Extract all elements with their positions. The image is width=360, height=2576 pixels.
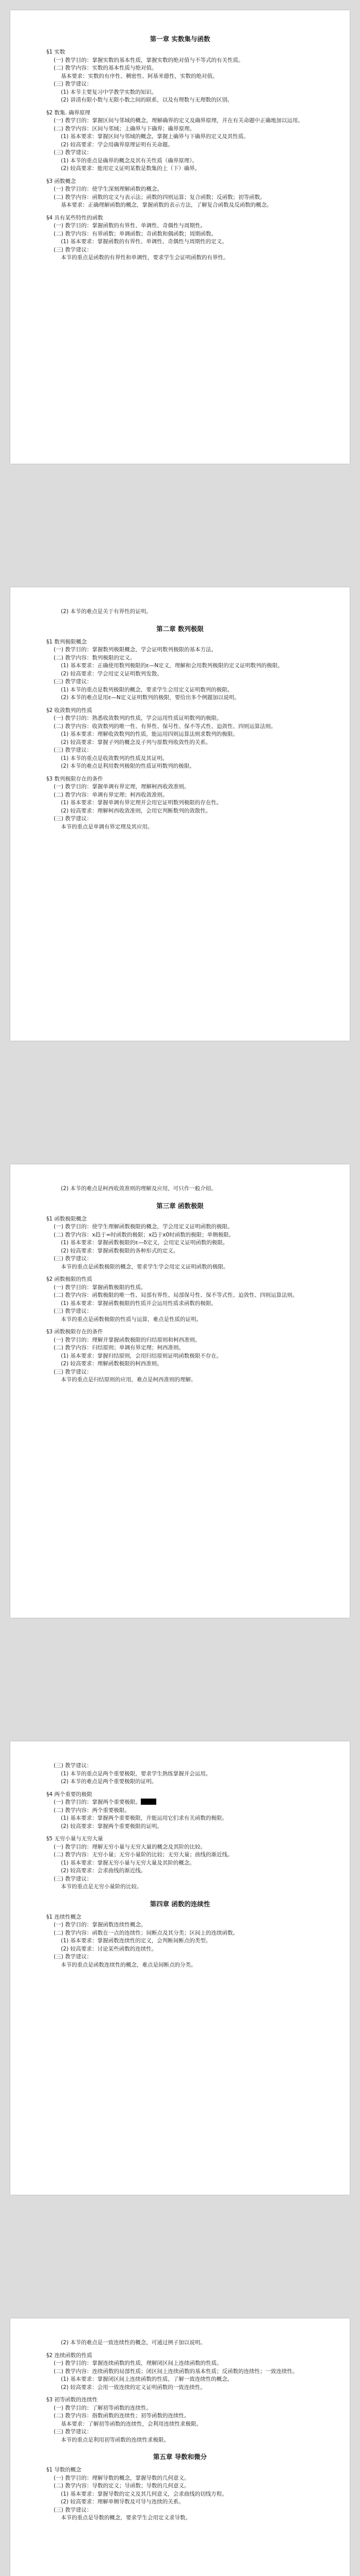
line-text: (三) 教学建议：: [54, 1256, 92, 1262]
paragraph-spacer: [46, 1786, 314, 1791]
body-line: [46, 133, 314, 141]
line-text: (三) 教学建议：: [54, 679, 92, 685]
body-line: [46, 791, 314, 800]
line-text: §1 函数极限概念: [46, 1215, 87, 1222]
line-text: 本节的重点是函数连续性的概念，难点是间断点的分类。: [61, 1961, 197, 1968]
body-line: [46, 1316, 314, 1324]
body-line: [46, 57, 314, 65]
paragraph-spacer: [46, 702, 314, 707]
body-line: [46, 2384, 314, 2392]
section-heading: [46, 2466, 314, 2475]
section-heading: [46, 1835, 314, 1843]
line-text: (1) 本节的重点是收敛数列的性质及其证明。: [61, 755, 168, 761]
body-line: [46, 1921, 314, 1929]
line-text: 本节的重点是无穷小量阶的比较。: [61, 1884, 142, 1890]
section-heading: [46, 2396, 314, 2404]
body-line: [46, 2498, 314, 2506]
body-line: [46, 1247, 314, 1256]
line-text: (三) 教学建议：: [54, 816, 92, 822]
body-line: [46, 747, 314, 755]
body-line: [46, 89, 314, 97]
line-text: (一) 教学目的：掌握函数极限的性质。: [54, 1284, 146, 1291]
line-text: §1 实数: [46, 49, 66, 55]
line-text: 本节的重点是单调有界定理及其应用。: [61, 823, 153, 830]
line-text: (1) 本节的重点是两个重要极限，要求学生熟练掌握并会运用。: [61, 1770, 211, 1777]
body-line: [46, 230, 314, 239]
body-line: [46, 2368, 314, 2376]
line-text: (1) 本节的重点是确界的概念及其有关性质（确界原理）。: [61, 157, 198, 164]
body-line: [46, 1292, 314, 1300]
section-heading: [46, 775, 314, 784]
body-line: [46, 157, 314, 165]
line-text: (2) 较高要求：会用一致连续的定义证明函数的一致连续性。: [61, 2384, 206, 2391]
line-text: (三) 教学建议：: [54, 1308, 92, 1314]
line-text: (三) 教学建议：: [54, 1762, 92, 1769]
line-text: (二) 教学内容：两个重要极限。: [54, 1807, 130, 1814]
line-text: §1 连续性概念: [46, 1913, 81, 1920]
line-text: (1) 基本要求：掌握单调有界定理并会用它证明数列极限的存在性。: [61, 800, 222, 806]
line-text: 基本要求：实数的有序性、稠密性、阿基米德性，实数的绝对值。: [61, 73, 218, 79]
line-text: (1) 基本要求：正确使用数列极限的ε—N定义，理解和会用数列极限的定义证明数列的极限。: [61, 663, 283, 669]
body-line: [46, 1284, 314, 1292]
line-text: (二) 教学内容：函数在一点的连续性；间断点及其分类；区间上的连续函数。: [54, 1929, 239, 1936]
line-text: (1) 基本要求：掌握区间与邻域的概念，掌握上确界与下确界的定义及其性质。: [61, 133, 249, 140]
body-line: [46, 686, 314, 694]
line-text: 基本要求：了解初等函数的连续性，会利用连续性求极限。: [61, 2420, 202, 2427]
line-text: (一) 教学目的：熟悉收敛数列的性质，学会运用性质证明数列的极限。: [54, 715, 222, 721]
body-line: [46, 739, 314, 747]
line-text: (2) 较高要求：讨论某些函数的连续性。: [61, 1945, 157, 1952]
line-text: 本节的重点是利用初等函数的连续性求极限。: [61, 2436, 169, 2443]
line-text: (1) 基本要求：掌握闭区间上连续函数的性质，了解一致连续性的概念。: [61, 2376, 233, 2382]
body-line: [46, 678, 314, 686]
line-text: (一) 教学目的：掌握数列极限概念，学会证明数列极限的基本方法。: [54, 647, 217, 653]
section-heading: [46, 1913, 314, 1922]
line-text: (二) 教学内容：单调有界定理；柯西收敛准则。: [54, 791, 168, 798]
line-text: (2) 本节的难点是两个重要极限的证明。: [61, 1778, 157, 1785]
body-line: [46, 1368, 314, 1377]
body-line: [46, 1945, 314, 1954]
section-heading: [46, 638, 314, 647]
line-text: (三) 教学建议：: [54, 246, 92, 253]
line-text: 本节的重点是导数的概念，要求学生会用定义求导数。: [61, 2515, 191, 2521]
body-line: [46, 1937, 314, 1945]
chapter-title: [46, 34, 314, 43]
chapter-title: [46, 1201, 314, 1210]
line-text: (三) 教学建议：: [54, 2429, 92, 2435]
line-text: (二) 教学内容：指数函数的连续性；初等函数的连续性。: [54, 2413, 190, 2419]
line-text: (2) 较高要求：学会用定义证明数列发散。: [61, 670, 162, 677]
line-text: 本节的重点是函数的有界性和单调性，要求学生会证明函数的有界性。: [61, 255, 229, 261]
paragraph-spacer: [46, 2444, 314, 2449]
line-text: (1) 基本要求：掌握函数极限的性质并会运用性质求函数的极限。: [61, 1300, 217, 1307]
body-line: [46, 715, 314, 723]
body-line: [46, 2514, 314, 2522]
line-text: §3 数列极限存在的条件: [46, 775, 103, 782]
document-page-5: [10, 2318, 350, 2576]
line-text: (2) 较高要求：掌握两个重要极限的证明。: [61, 1823, 162, 1829]
paragraph-spacer: [46, 2392, 314, 2396]
line-text: §4 具有某些特性的函数: [46, 214, 103, 221]
line-text: §4 两个重要的极限: [46, 1791, 92, 1798]
line-text: (一) 教学目的：掌握函数的有界性、单调性、奇偶性与周期性。: [54, 223, 206, 229]
body-line: [46, 670, 314, 679]
line-text: (二) 教学内容：有界函数；单调函数；奇函数和偶函数；周期函数。: [54, 230, 217, 237]
paragraph-spacer: [46, 1271, 314, 1276]
section-heading: [46, 1276, 314, 1284]
line-text: (三) 教学建议：: [54, 1954, 92, 1960]
body-line: [46, 165, 314, 173]
body-line: [46, 662, 314, 670]
line-text: 本节的重点是函数极限的概念，要求学生学会用定义证明函数的极限。: [61, 1263, 229, 1270]
body-line: [46, 149, 314, 157]
body-line: [46, 1223, 314, 1231]
paragraph-spacer: [46, 2347, 314, 2352]
line-text: (三) 教学建议：: [54, 747, 92, 753]
line-text: (2) 较高要求：理解函数极限的柯西准则。: [61, 1361, 162, 1367]
body-line: [46, 731, 314, 739]
body-line: [46, 1352, 314, 1361]
line-text: §2 函数极限的性质: [46, 1276, 92, 1282]
body-line: [46, 1859, 314, 1868]
body-line: [46, 1239, 314, 1247]
line-text: 第一章 实数集与函数: [150, 35, 210, 43]
line-text: (一) 教学目的：了解初等函数的连续性。: [54, 2404, 152, 2411]
section-heading: [46, 178, 314, 186]
line-text: (一) 教学目的：掌握区间与邻域的概念，理解确界的定义及确界原理，并在有关命题中正确地加以运用。: [54, 117, 304, 124]
body-line: [46, 2420, 314, 2429]
paragraph-spacer: [46, 616, 314, 621]
line-text: (2) 较高要求：理解柯西收敛准则，会用它判断数列的敛散性。: [61, 807, 211, 814]
body-line: [46, 201, 314, 210]
document-page-4: [10, 1741, 350, 2195]
line-text: 本节的重点是函数极限的性质与运算，难点是性质的证明。: [61, 1316, 202, 1323]
line-text: (2) 本节的难点是一致连续性的概念，可通过例子加以说明。: [61, 2340, 206, 2346]
body-line: [46, 1231, 314, 1240]
body-line: [46, 254, 314, 262]
body-line: [46, 1336, 314, 1345]
paragraph-spacer: [46, 771, 314, 775]
body-line: [46, 1815, 314, 1823]
chapter-title: [46, 624, 314, 633]
body-line: [46, 222, 314, 230]
body-line: [46, 1344, 314, 1352]
body-line: [46, 608, 314, 616]
line-text: (一) 教学目的：理解导数的概念，掌握导数的几何意义。: [54, 2475, 190, 2481]
line-text: (三) 教学建议：: [54, 2506, 92, 2513]
chapter-title: [46, 1899, 314, 1908]
line-text: §3 初等函数的连续性: [46, 2397, 98, 2403]
line-text: (一) 教学目的：掌握单调有界定理，理解柯西收敛准则。: [54, 784, 190, 790]
section-heading: [46, 214, 314, 223]
body-line: [46, 2475, 314, 2483]
line-text: (三) 教学建议：: [54, 81, 92, 87]
body-line: [46, 1308, 314, 1316]
line-text: (二) 教学内容：函数极限的唯一性、局部有界性、局部保号性、保不等式性、迫敛性、四则运算法则。: [54, 1292, 298, 1298]
body-line: [46, 96, 314, 105]
line-text: §3 函数概念: [46, 178, 76, 184]
line-text: (一) 教学目的：掌握连续函数的性质，理解闭区间上连续函数的性质。: [54, 2360, 222, 2366]
body-line: [46, 694, 314, 702]
line-text: (二) 教学内容：连续函数的局部性质；闭区间上连续函数的基本性质；反函数的连续性；一致连续性。: [54, 2368, 298, 2375]
body-line: [46, 2339, 314, 2347]
paragraph-spacer: [46, 1193, 314, 1198]
body-line: [46, 1851, 314, 1859]
line-text: (三) 教学建议：: [54, 1875, 92, 1882]
document-page-2: [10, 587, 350, 1041]
section-heading: [46, 109, 314, 117]
line-text: (一) 教学目的：掌握两个重要极限。: [54, 1799, 141, 1805]
line-text: (2) 较高要求：掌握子列的概念及子列与原数列收敛性的关系。: [61, 739, 211, 745]
line-text: (三) 教学建议：: [54, 1368, 92, 1375]
line-text: (1) 基本要求：掌握函数极限的ε—δ定义，会用定义证明函数的极限。: [61, 1240, 228, 1246]
section-heading: [46, 1215, 314, 1224]
section-heading: [46, 2352, 314, 2360]
body-line: [46, 141, 314, 149]
line-text: (2) 本节的难点是用ε—N定义证明数列的极限，要给出多个例题加以说明。: [61, 694, 240, 701]
line-text: (二) 教学内容：导数的定义；导函数；导数的几何意义。: [54, 2483, 190, 2489]
line-text: §1 导数的概念: [46, 2467, 81, 2473]
line-text: 第三章 函数极限: [156, 1201, 204, 1210]
chapter-title: [46, 2452, 314, 2461]
body-line: [46, 2376, 314, 2384]
line-text: 第五章 导数和微分: [153, 2453, 207, 2461]
body-line: [46, 1300, 314, 1308]
line-text: (2) 本节的难点是关于有界性的证明。: [61, 608, 152, 615]
section-heading: [46, 1328, 314, 1336]
line-text: (2) 讲清有限小数与无限小数之间的联系，以及有理数与无理数的区别。: [61, 97, 233, 103]
body-line: [46, 1770, 314, 1778]
line-text: §3 函数极限存在的条件: [46, 1329, 103, 1335]
body-line: [46, 1843, 314, 1852]
line-text: (2) 较高要求：理解单侧导数及可导与连续的关系。: [61, 2499, 184, 2505]
line-text: (2) 较高要求：会求曲线的渐近线。: [61, 1868, 146, 1874]
body-line: [46, 80, 314, 89]
line-text: (2) 较高要求：学会用确界原理证明有关命题。: [61, 141, 173, 148]
line-text: (2) 本节的难点是柯西收敛准则的理解及应用，可只作一般介绍。: [61, 1185, 217, 1192]
body-line: [46, 1875, 314, 1884]
line-text: (1) 基本要求：掌握函数的有界性、单调性、奇偶性与周期性的定义。: [61, 239, 227, 245]
body-line: [46, 2412, 314, 2420]
paragraph-spacer: [46, 1324, 314, 1328]
line-text: §2 收敛数列的性质: [46, 707, 92, 714]
body-line: [46, 2490, 314, 2499]
line-text: (二) 教学内容：归结原则；单调有界定理；柯西准则。: [54, 1345, 185, 1351]
paragraph-spacer: [46, 173, 314, 178]
body-line: [46, 807, 314, 816]
line-text: (1) 本节主要复习中学教学实数的知识。: [61, 89, 157, 95]
body-line: [46, 1823, 314, 1831]
line-text: (二) 教学内容：实数的基本性质与绝对值。: [54, 65, 157, 71]
body-line: [46, 1929, 314, 1938]
body-line: [46, 1376, 314, 1384]
body-line: [46, 1762, 314, 1770]
body-line: [46, 823, 314, 832]
document-page-3: [10, 1164, 350, 1618]
body-line: [46, 2360, 314, 2368]
body-line: [46, 2436, 314, 2445]
line-text: (一) 教学目的：掌握实数的基本性质，掌握实数的绝对值与不等式的有关性质。: [54, 57, 244, 63]
section-heading: [46, 1791, 314, 1799]
body-line: [46, 117, 314, 125]
body-line: [46, 185, 314, 194]
body-line: [46, 1255, 314, 1263]
line-text: 基本要求：正确理解函数的概念，掌握函数的表示方法，了解复合函数及反函数的概念。: [61, 202, 272, 208]
line-text: (2) 本节的难点是利用数列极限的性质证明数列的极限。: [61, 763, 195, 769]
line-text: 第二章 数列极限: [156, 624, 204, 633]
body-line: [46, 194, 314, 202]
paragraph-spacer: [46, 210, 314, 214]
document-page-1: [10, 10, 350, 464]
line-text: (1) 本节的重点是数列极限的概念，要求学生会用定义证明数列的极限。: [61, 686, 233, 693]
body-line: [46, 125, 314, 133]
line-text: (一) 教学目的：理解并掌握函数极限的归结原则和柯西准则。: [54, 1336, 201, 1343]
body-line: [46, 815, 314, 823]
body-line: [46, 755, 314, 763]
line-text: (一) 教学目的：掌握函数连续性概念。: [54, 1922, 146, 1928]
redaction-block: [141, 1799, 156, 1805]
body-line: [46, 64, 314, 73]
body-line: [46, 762, 314, 771]
body-line: [46, 246, 314, 255]
body-line: [46, 723, 314, 731]
body-line: [46, 2404, 314, 2413]
line-text: (1) 基本要求：理解收敛数列的性质，能运用四则运算法则求数列的极限。: [61, 731, 238, 737]
body-line: [46, 1778, 314, 1786]
body-line: [46, 1263, 314, 1272]
line-text: (二) 教学内容：x趋于∞时函数的极限；x趋于x0时函数的极限；单侧极限。: [54, 1231, 235, 1238]
line-text: (二) 教学内容：无穷小量；无穷小量阶的比较；无穷大量；曲线的渐近线。: [54, 1852, 233, 1858]
body-line: [46, 646, 314, 654]
paragraph-spacer: [46, 1831, 314, 1835]
body-line: [46, 1883, 314, 1891]
section-heading: [46, 707, 314, 715]
body-line: [46, 1799, 314, 1807]
line-text: §2 数集. 确界原理: [46, 109, 90, 116]
line-text: (二) 教学内容：收敛数列的唯一性、有界性、保号性、保不等式性、迫敛性、四则运算法则。: [54, 723, 276, 730]
body-line: [46, 1953, 314, 1961]
body-line: [46, 2482, 314, 2490]
body-line: [46, 1185, 314, 1193]
body-line: [46, 783, 314, 791]
body-line: [46, 2428, 314, 2436]
line-text: (二) 教学内容：函数的定义与表示法；函数的四则运算；复合函数；反函数；初等函数。: [54, 194, 266, 200]
line-text: (2) 较高要求：掌握函数极限的各种形式的定义。: [61, 1247, 179, 1254]
line-text: §5 无穷小量与无穷大量: [46, 1836, 103, 1842]
line-text: 本节的重点是归结原则的应用，难点是柯西准则的理解。: [61, 1377, 197, 1383]
line-text: (2) 较高要求：能用定义证明某数是数集的上（下）确界。: [61, 165, 201, 172]
line-text: (1) 基本要求：掌握归结原则，会用归结原则证明函数极限不存在。: [61, 1352, 222, 1359]
line-text: (1) 基本要求：掌握两个重要极限，并能运用它们求有关函数的极限。: [61, 1815, 227, 1821]
line-text: (一) 教学目的：理解无穷小量与无穷大量的概念及其阶的比较。: [54, 1843, 206, 1850]
body-line: [46, 1360, 314, 1368]
line-text: §2 连续函数的性质: [46, 2352, 92, 2359]
line-text: (三) 教学建议：: [54, 149, 92, 156]
body-line: [46, 238, 314, 246]
line-text: (1) 基本要求：掌握导数的定义及其几何意义，会求曲线的切线方程。: [61, 2490, 227, 2497]
line-text: (二) 教学内容：区间与邻域；上确界与下确界；确界原理。: [54, 125, 195, 132]
line-text: (1) 基本要求：掌握函数连续性的定义，会判断间断点的类型。: [61, 1938, 211, 1944]
body-line: [46, 1807, 314, 1815]
line-text: (二) 教学内容：数列极限的定义。: [54, 654, 136, 661]
body-line: [46, 1961, 314, 1970]
paragraph-spacer: [46, 105, 314, 109]
body-line: [46, 654, 314, 663]
line-text: 第四章 函数的连续性: [150, 1900, 210, 1908]
body-line: [46, 2506, 314, 2515]
line-text: (一) 教学目的：使学生理解函数极限的概念，学会用定义证明函数的极限。: [54, 1224, 233, 1230]
section-heading: [46, 48, 314, 57]
line-text: (一) 教学目的：使学生深刻理解函数的概念。: [54, 186, 163, 192]
body-line: [46, 799, 314, 807]
line-text: §1 数列极限概念: [46, 638, 87, 645]
paragraph-spacer: [46, 1891, 314, 1896]
line-text: (1) 基本要求：掌握无穷小量与无穷大量及其阶的概念。: [61, 1859, 195, 1866]
body-line: [46, 73, 314, 81]
body-line: [46, 1867, 314, 1875]
